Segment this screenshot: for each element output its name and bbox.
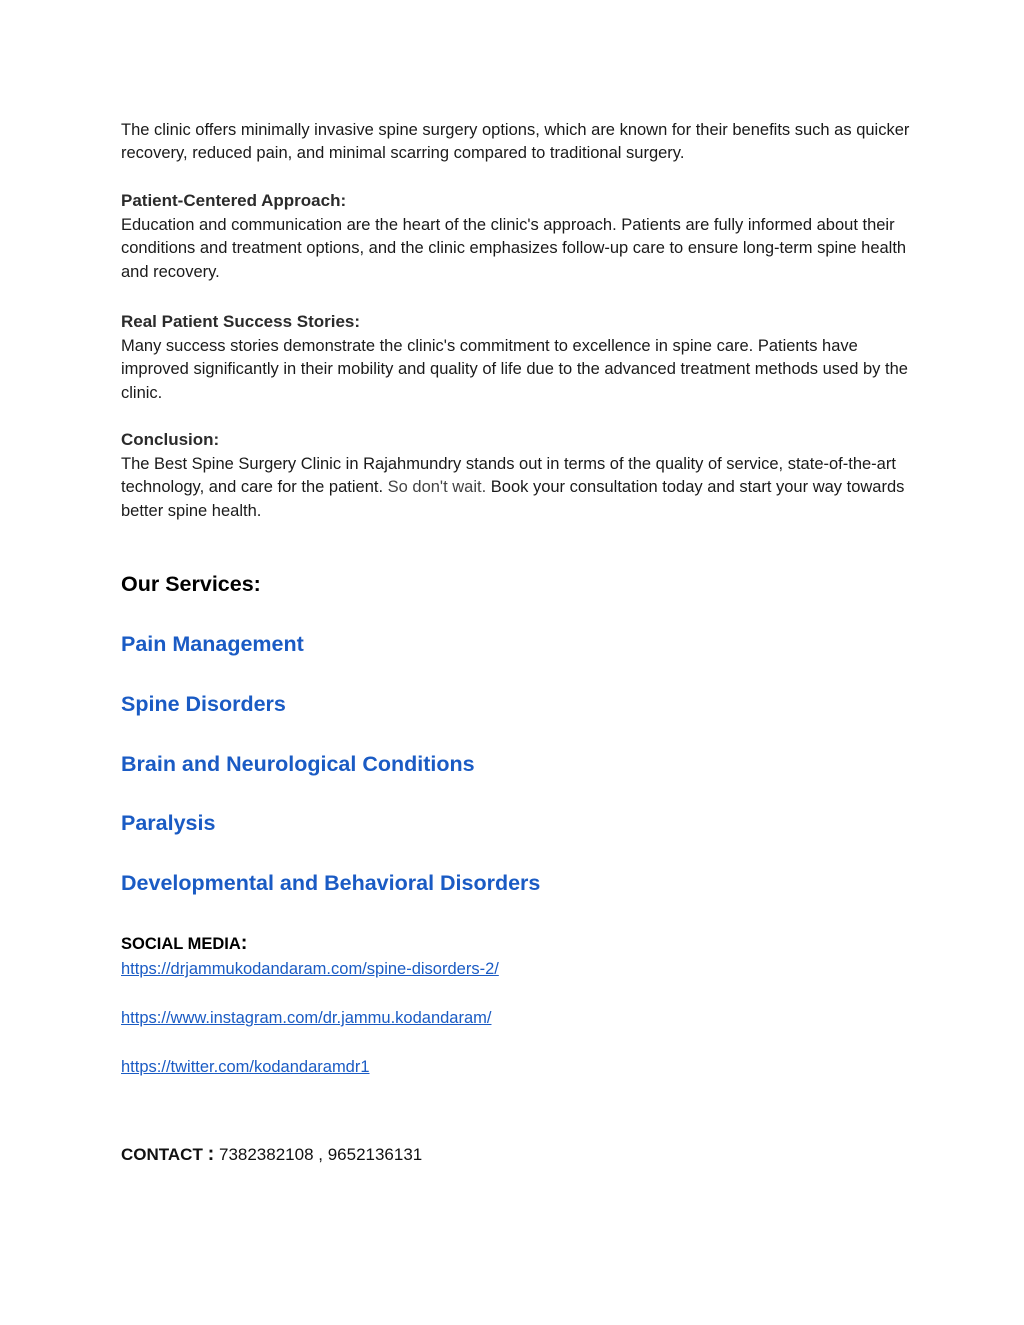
social-media-heading xyxy=(121,931,911,956)
service-link-developmental-behavioral[interactable]: Developmental and Behavioral Disorders xyxy=(121,871,541,895)
patient-centered-paragraph: Education and communication are the heart of the clinic's approach. Patients are fully informed about their conditions and treatment options, and the clinic emphasizes follow-up care to ensure long-term spine health and recovery. xyxy=(121,216,907,281)
service-link-brain-neurological[interactable]: Brain and Neurological Conditions xyxy=(121,752,475,776)
service-link-paralysis[interactable]: Paralysis xyxy=(121,811,216,835)
conclusion-text-part3: Book your consultation today and start your way towards better spine health. xyxy=(121,478,905,520)
contact-line xyxy=(121,1142,911,1167)
social-link-instagram[interactable]: https://www.instagram.com/dr.jammu.kodandaram/ xyxy=(121,1009,492,1027)
conclusion-heading: Conclusion: xyxy=(121,430,220,449)
service-link-pain-management[interactable]: Pain Management xyxy=(121,632,304,656)
contact-label: CONTACT xyxy=(121,1145,203,1164)
social-link-twitter[interactable]: https://twitter.com/kodandaramdr1 xyxy=(121,1058,370,1076)
conclusion-text-emphasis: So don't wait. xyxy=(387,478,487,497)
success-stories-heading: Real Patient Success Stories: xyxy=(121,312,361,331)
social-media-colon: : xyxy=(240,932,248,954)
patient-centered-heading: Patient-Centered Approach: xyxy=(121,191,347,210)
conclusion-text-part1: The Best Spine Surgery Clinic in Rajahmundry stands out in terms of the quality of service, state-of-the-art technology, and care for the patient. xyxy=(121,455,896,497)
service-link-spine-disorders[interactable]: Spine Disorders xyxy=(121,692,286,716)
services-title: Our Services: xyxy=(121,572,261,596)
success-stories-paragraph: Many success stories demonstrate the clinic's commitment to excellence in spine care. Patients have improved significantly in their mobility and quality of life due to the advanced treatment methods used by the clinic. xyxy=(121,337,908,402)
social-media-title: SOCIAL MEDIA xyxy=(121,935,241,953)
contact-colon: : xyxy=(207,1143,215,1165)
intro-paragraph: The clinic offers minimally invasive spine surgery options, which are known for their benefits such as quicker recovery, reduced pain, and minimal scarring compared to traditional surgery. xyxy=(121,121,910,163)
contact-phones: 7382382108 , 9652136131 xyxy=(218,1145,423,1164)
social-link-website[interactable]: https://drjammukodandaram.com/spine-disorders-2/ xyxy=(121,960,499,978)
conclusion-paragraph xyxy=(121,453,911,523)
